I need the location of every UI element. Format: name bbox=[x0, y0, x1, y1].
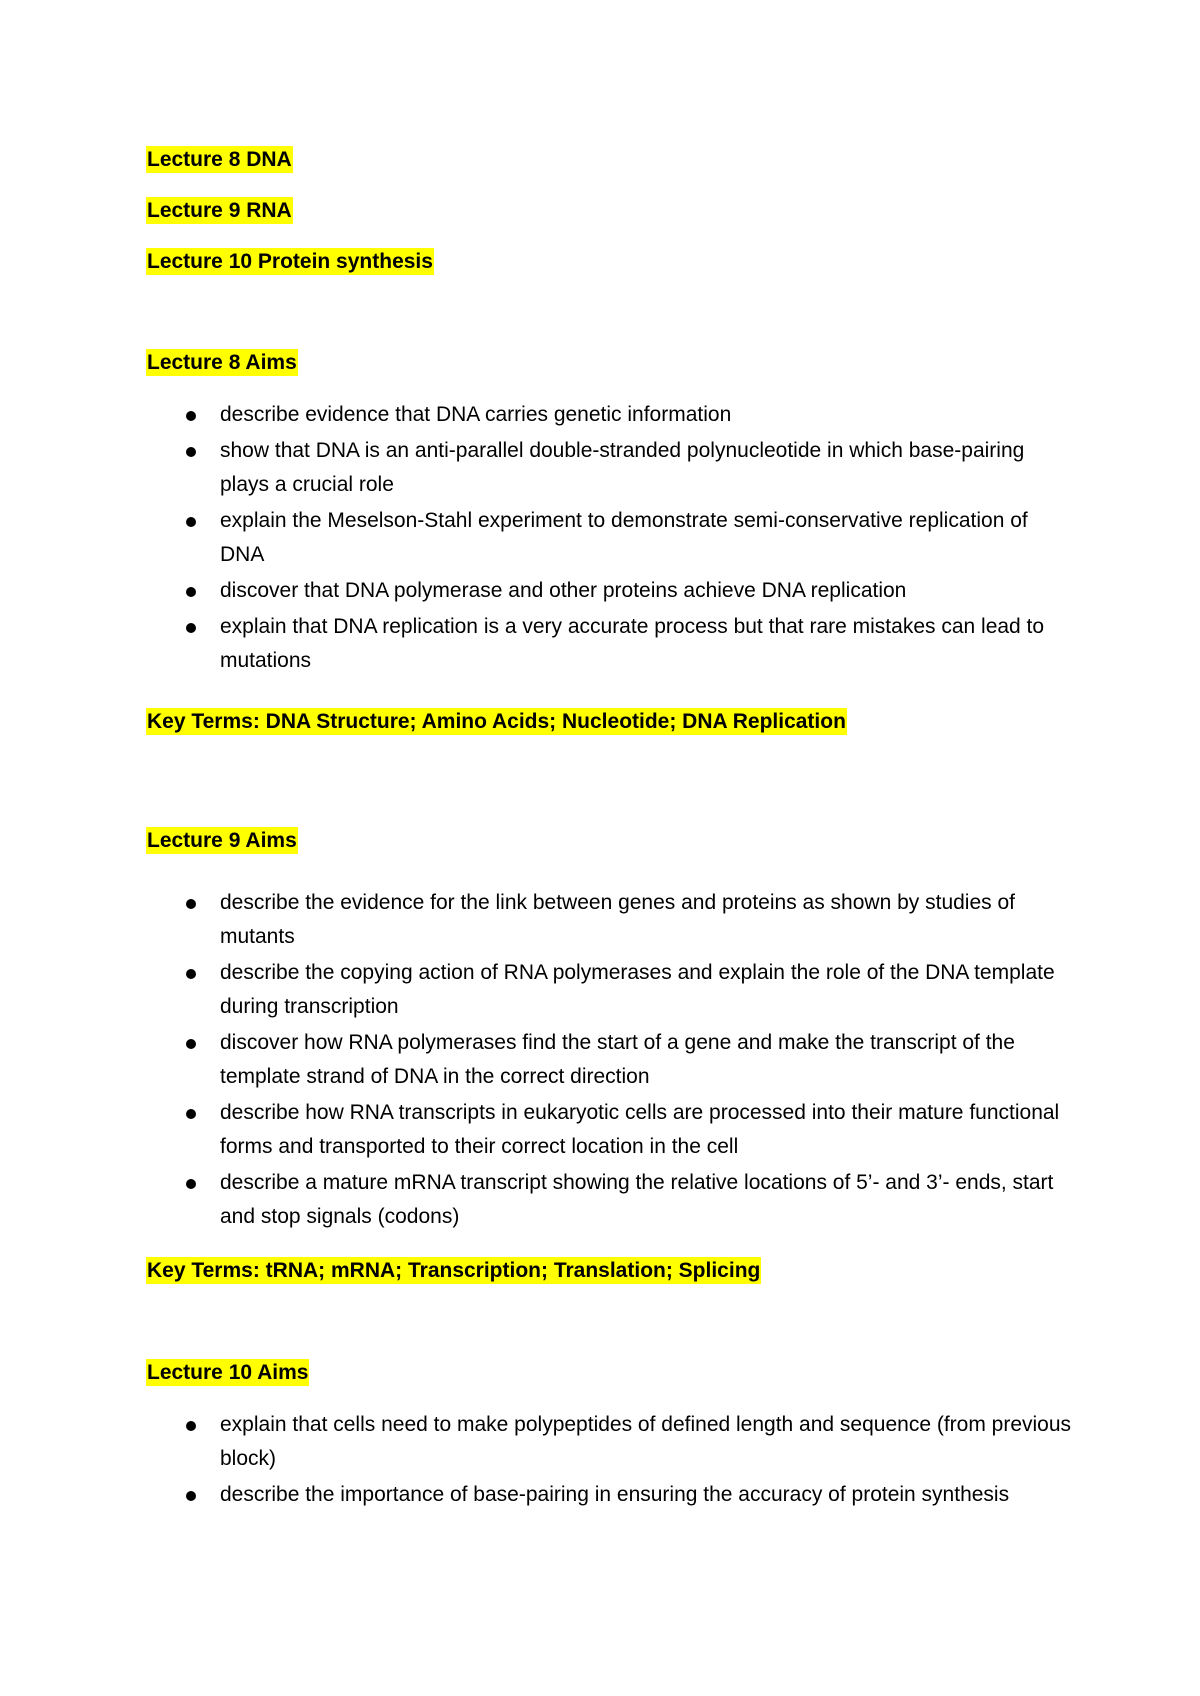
bullet-icon bbox=[186, 899, 196, 909]
bullet-icon bbox=[186, 1039, 196, 1049]
lecture-10-title bbox=[146, 247, 434, 277]
bullet-icon bbox=[186, 1179, 196, 1189]
lecture-9-title bbox=[146, 196, 293, 226]
lecture-8-title-text: Lecture 8 DNA bbox=[147, 148, 292, 171]
bullet-icon bbox=[186, 1109, 196, 1119]
lecture-9-aims-heading bbox=[146, 826, 298, 856]
bullet-icon bbox=[186, 969, 196, 979]
bullet-icon bbox=[186, 623, 196, 633]
lecture-10-aims-heading-text: Lecture 10 Aims bbox=[147, 1361, 309, 1384]
list-item: describe how RNA transcripts in eukaryotic cells are processed into their mature functional forms and transported to their correct location in the cell bbox=[146, 1096, 1076, 1164]
lecture-10-title-text: Lecture 10 Protein synthesis bbox=[147, 250, 433, 273]
list-item: explain the Meselson-Stahl experiment to demonstrate semi-conservative replication of DNA bbox=[146, 504, 1076, 572]
bullet-icon bbox=[186, 1421, 196, 1431]
lecture-9-aims-heading-text: Lecture 9 Aims bbox=[147, 829, 297, 852]
list-item: describe the importance of base-pairing in ensuring the accuracy of protein synthesis bbox=[146, 1478, 1076, 1512]
bullet-icon bbox=[186, 587, 196, 597]
list-item: discover that DNA polymerase and other proteins achieve DNA replication bbox=[146, 574, 1076, 608]
lecture-9-aims-list bbox=[146, 886, 1076, 1236]
lecture-9-title-text: Lecture 9 RNA bbox=[147, 199, 292, 222]
bullet-icon bbox=[186, 411, 196, 421]
bullet-icon bbox=[186, 517, 196, 527]
bullet-icon bbox=[186, 447, 196, 457]
list-item: show that DNA is an anti-parallel double-stranded polynucleotide in which base-pairing plays a crucial role bbox=[146, 434, 1076, 502]
lecture-9-key-terms-text: Key Terms: tRNA; mRNA; Transcription; Translation; Splicing bbox=[147, 1259, 761, 1282]
lecture-9-key-terms bbox=[146, 1256, 761, 1286]
list-item: discover how RNA polymerases find the start of a gene and make the transcript of the template strand of DNA in the correct direction bbox=[146, 1026, 1076, 1094]
lecture-8-key-terms bbox=[146, 707, 847, 737]
list-item: explain that DNA replication is a very accurate process but that rare mistakes can lead to mutations bbox=[146, 610, 1076, 678]
bullet-icon bbox=[186, 1491, 196, 1501]
lecture-8-aims-heading-text: Lecture 8 Aims bbox=[147, 351, 297, 374]
lecture-8-aims-heading bbox=[146, 348, 298, 378]
list-item: describe the evidence for the link between genes and proteins as shown by studies of mutants bbox=[146, 886, 1076, 954]
lecture-8-key-terms-text: Key Terms: DNA Structure; Amino Acids; Nucleotide; DNA Replication bbox=[147, 710, 846, 733]
lecture-8-title bbox=[146, 145, 293, 175]
lecture-10-aims-list bbox=[146, 1408, 1076, 1514]
lecture-8-aims-list bbox=[146, 398, 1076, 680]
lecture-10-aims-heading bbox=[146, 1358, 309, 1388]
list-item: describe evidence that DNA carries genetic information bbox=[146, 398, 1076, 432]
list-item: describe a mature mRNA transcript showing the relative locations of 5’- and 3’- ends, start and stop signals (codons) bbox=[146, 1166, 1076, 1234]
list-item: explain that cells need to make polypeptides of defined length and sequence (from previous block) bbox=[146, 1408, 1076, 1476]
list-item: describe the copying action of RNA polymerases and explain the role of the DNA template during transcription bbox=[146, 956, 1076, 1024]
